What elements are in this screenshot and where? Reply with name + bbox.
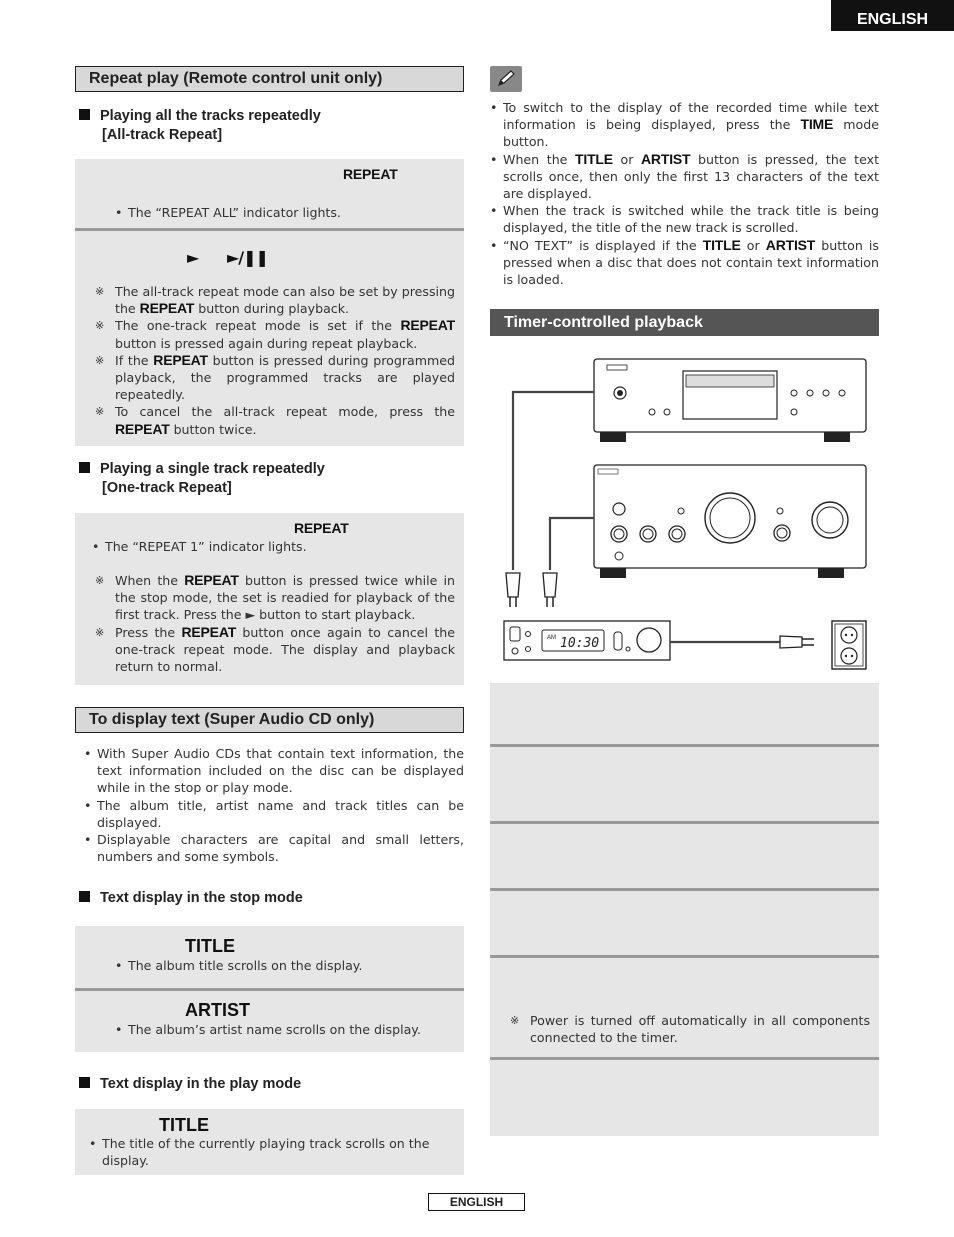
- step-note: • The “REPEAT ALL” indicator lights.: [115, 204, 445, 221]
- note-item: • When the TITLE or ARTIST button is pressed, the text scrolls once, then only the first 13 characters of the text are displayed.: [490, 151, 879, 203]
- square-bullet-icon: [79, 1077, 90, 1088]
- play-title-box: [75, 1109, 464, 1175]
- step-note: • The title of the currently playing track scrolls on the display.: [89, 1135, 455, 1169]
- timer-display-text: 10:30: [560, 636, 600, 651]
- timer-section-title: Timer-controlled playback: [490, 309, 879, 336]
- square-bullet-icon: [79, 462, 90, 473]
- all-track-step1-box: [75, 159, 464, 231]
- language-tab: ENGLISH: [831, 0, 954, 31]
- timer-step4-box: [490, 891, 879, 958]
- repeat-key-label: REPEAT: [294, 520, 349, 536]
- cd-player-illustration: [594, 359, 866, 442]
- timer-am-label: AM: [547, 635, 556, 641]
- amplifier-illustration: [594, 465, 866, 578]
- note-item: ※ The one-track repeat mode is set if the REPEAT button is pressed again during repeat playback.: [95, 317, 455, 351]
- step-note: • The album title scrolls on the display.: [115, 957, 445, 974]
- note-item: • When the track is switched while the track title is being displayed, the title of the new track is scrolled.: [490, 202, 879, 236]
- power-plug-icon: [506, 573, 520, 607]
- note-item: ※ If the REPEAT button is pressed during programmed playback, the programmed tracks are played repeatedly.: [95, 352, 455, 404]
- power-off-note: ※ Power is turned off automatically in all components connected to the timer.: [510, 1012, 870, 1046]
- step-note: • The “REPEAT 1” indicator lights.: [92, 538, 442, 555]
- note-item: • To switch to the display of the recorded time while text information is being displayed, press the TIME mode button.: [490, 99, 879, 151]
- timer-step2-box: [490, 747, 879, 824]
- repeat-section-title: Repeat play (Remote control unit only): [75, 66, 464, 92]
- play-mode-heading: Text display in the play mode: [79, 1075, 459, 1094]
- note-item: ※ The all-track repeat mode can also be set by pressing the REPEAT button during playback.: [95, 283, 455, 317]
- stop-artist-box: [75, 991, 464, 1052]
- wall-outlet-icon: [832, 621, 866, 669]
- all-track-notes: [95, 283, 455, 438]
- pencil-note-icon: [490, 66, 522, 92]
- audio-timer-illustration: [504, 621, 670, 660]
- stop-mode-heading: Text display in the stop mode: [79, 889, 459, 908]
- timer-step6-box: [490, 1060, 879, 1136]
- footer-language-label: ENGLISH: [428, 1193, 525, 1211]
- all-track-step2-box: [75, 231, 464, 446]
- stop-title-box: [75, 926, 464, 991]
- title-key-label: TITLE: [159, 1115, 209, 1135]
- one-track-box: [75, 513, 464, 685]
- note-item: ※ When the REPEAT button is pressed twice while in the stop mode, the set is readied for playback of the first track. Press the ► button to start playback.: [95, 572, 455, 624]
- one-track-notes: [95, 572, 455, 675]
- note-item: • “NO TEXT” is displayed if the TITLE or ARTIST button is pressed when a disc that does not contain text information is loaded.: [490, 237, 879, 289]
- one-track-heading: Playing a single track repeatedly [One-track Repeat]: [79, 460, 459, 498]
- note-item: ※ To cancel the all-track repeat mode, press the REPEAT button twice.: [95, 403, 455, 437]
- timer-step3-box: [490, 824, 879, 891]
- timer-connection-diagram: [490, 345, 879, 675]
- play-pause-icon: ►/❚❚: [227, 248, 268, 267]
- square-bullet-icon: [79, 109, 90, 120]
- repeat-key-label: REPEAT: [343, 166, 398, 182]
- timer-step1-box: [490, 683, 879, 747]
- square-bullet-icon: [79, 891, 90, 902]
- text-display-notes: [490, 99, 879, 288]
- power-plug-icon: [780, 636, 814, 648]
- step-note: • The album’s artist name scrolls on the display.: [115, 1021, 455, 1038]
- note-item: ※ Press the REPEAT button once again to cancel the one-track repeat mode. The display and playback return to normal.: [95, 624, 455, 676]
- text-display-intro: • With Super Audio CDs that contain text information, the text information included on the disc can be displayed while in the stop or play mode. • The album title, artist name and track titles can be displayed. • Displayable characters are capital and small letters, numbers and some symbols.: [84, 745, 464, 865]
- artist-key-label: ARTIST: [185, 1000, 250, 1020]
- power-plug-icon: [543, 573, 557, 607]
- all-track-heading: Playing all the tracks repeatedly [All-track Repeat]: [79, 107, 459, 145]
- play-icon: ►: [187, 248, 200, 267]
- timer-step5-box: [490, 958, 879, 1060]
- title-key-label: TITLE: [185, 936, 235, 956]
- text-display-section-title: To display text (Super Audio CD only): [75, 707, 464, 733]
